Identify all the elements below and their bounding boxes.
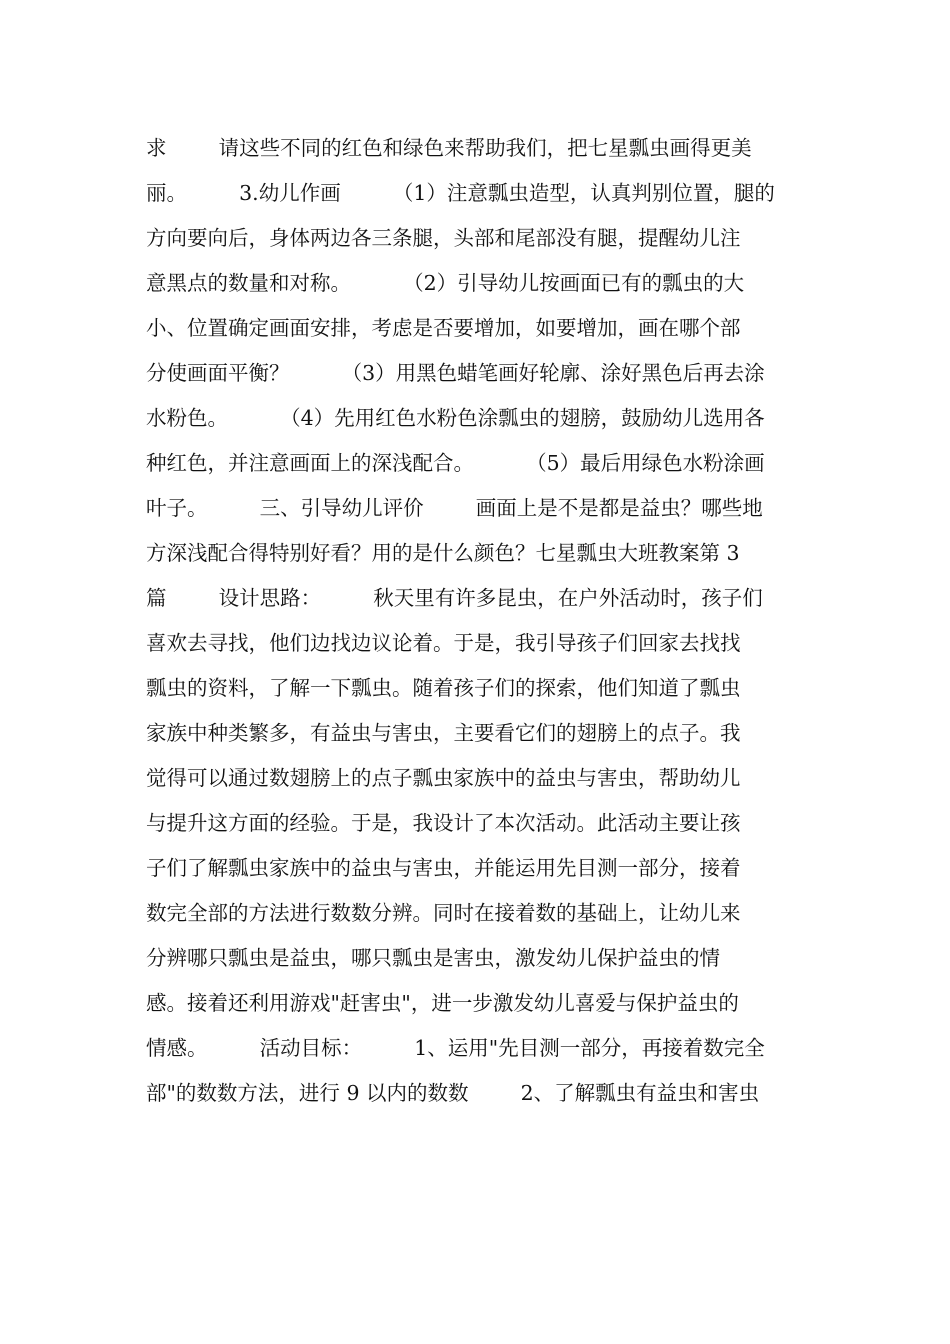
text-line: 感。接着还利用游戏"赶害虫"，进一步激发幼儿喜爱与保护益虫的 — [146, 991, 739, 1015]
text-line: 与提升这方面的经验。于是，我设计了本次活动。此活动主要让孩 — [146, 811, 741, 835]
text-line: 方向要向后，身体两边各三条腿，头部和尾部没有腿，提醒幼儿注 — [146, 226, 741, 250]
document-body-text — [146, 126, 810, 1116]
text-line: 水粉色。 （4）先用红色水粉色涂瓢虫的翅膀，鼓励幼儿选用各 — [146, 406, 765, 430]
text-line: 子们了解瓢虫家族中的益虫与害虫，并能运用先目测一部分，接着 — [146, 856, 741, 880]
text-line: 分辨哪只瓢虫是益虫，哪只瓢虫是害虫，激发幼儿保护益虫的情 — [146, 946, 720, 970]
text-line: 意黑点的数量和对称。 （2）引导幼儿按画面已有的瓢虫的大 — [146, 271, 745, 295]
text-line: 丽。 3.幼儿作画 （1）注意瓢虫造型，认真判别位置，腿的 — [146, 181, 775, 205]
text-line: 叶子。 三、引导幼儿评价 画面上是不是都是益虫？哪些地 — [146, 496, 763, 520]
text-line: 瓢虫的资料，了解一下瓢虫。随着孩子们的探索，他们知道了瓢虫 — [146, 676, 741, 700]
text-line: 家族中种类繁多，有益虫与害虫，主要看它们的翅膀上的点子。我 — [146, 721, 741, 745]
text-line: 篇 设计思路： 秋天里有许多昆虫，在户外活动时，孩子们 — [146, 586, 763, 610]
text-line: 小、位置确定画面安排，考虑是否要增加，如要增加，画在哪个部 — [146, 316, 741, 340]
text-line: 情感。 活动目标： 1、运用"先目测一部分，再接着数完全 — [146, 1036, 765, 1060]
text-line: 数完全部的方法进行数数分辨。同时在接着数的基础上，让幼儿来 — [146, 901, 741, 925]
text-line: 部"的数数方法，进行 9 以内的数数 2、了解瓢虫有益虫和害虫 — [146, 1081, 760, 1105]
text-line: 分使画面平衡？ （3）用黑色蜡笔画好轮廓、涂好黑色后再去涂 — [146, 361, 765, 385]
text-line: 喜欢去寻找，他们边找边议论着。于是，我引导孩子们回家去找找 — [146, 631, 741, 655]
text-line: 方深浅配合得特别好看？用的是什么颜色？七星瓢虫大班教案第 3 — [146, 541, 740, 565]
text-line: 求 请这些不同的红色和绿色来帮助我们，把七星瓢虫画得更美 — [146, 136, 752, 160]
text-line: 觉得可以通过数翅膀上的点子瓢虫家族中的益虫与害虫，帮助幼儿 — [146, 766, 741, 790]
text-line: 种红色，并注意画面上的深浅配合。 （5）最后用绿色水粉涂画 — [146, 451, 765, 475]
